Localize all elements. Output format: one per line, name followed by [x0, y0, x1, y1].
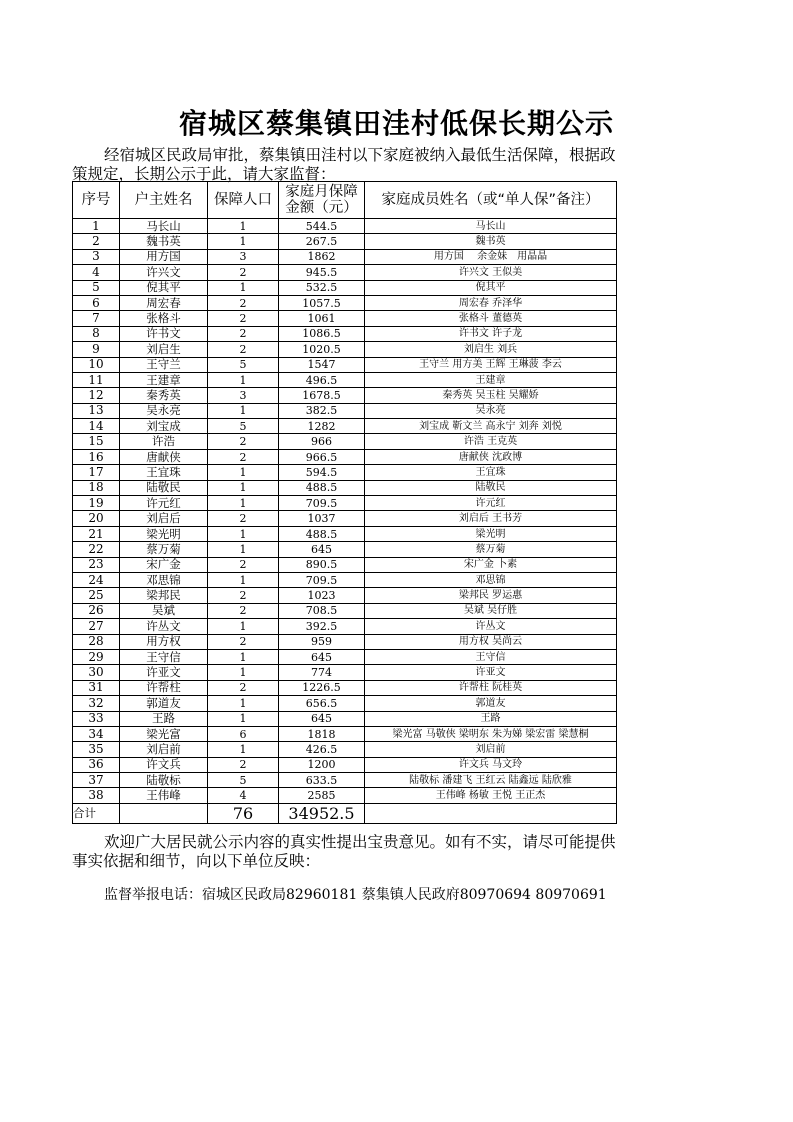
- householder-cell: 许浩: [120, 434, 208, 449]
- amount-cell: 488.5: [279, 526, 365, 541]
- table-row: [73, 388, 617, 403]
- amount-cell: 966: [279, 434, 365, 449]
- amount-cell: 1862: [279, 249, 365, 264]
- table-row: [73, 526, 617, 541]
- members-cell: 许文兵 马文玲: [365, 757, 617, 772]
- householder-cell: 张格斗: [120, 311, 208, 326]
- amount-cell: 594.5: [279, 465, 365, 480]
- householder-cell: 刘启前: [120, 742, 208, 757]
- table-row: [73, 419, 617, 434]
- amount-cell: 1037: [279, 511, 365, 526]
- amount-cell: 645: [279, 649, 365, 664]
- table-row: [73, 665, 617, 680]
- header-serial-no: 序号: [73, 182, 120, 219]
- total-amount: 34952.5: [279, 803, 365, 823]
- householder-cell: 梁光富: [120, 726, 208, 741]
- amount-cell: 633.5: [279, 773, 365, 788]
- householder-cell: 王路: [120, 711, 208, 726]
- members-cell: 刘启生 刘兵: [365, 342, 617, 357]
- serial-no-cell: 12: [73, 388, 120, 403]
- persons-cell: 1: [208, 542, 279, 557]
- table-row: [73, 511, 617, 526]
- amount-cell: 544.5: [279, 219, 365, 234]
- householder-cell: 梁光明: [120, 526, 208, 541]
- householder-cell: 倪其平: [120, 280, 208, 295]
- table-body: [73, 219, 617, 804]
- amount-cell: 1226.5: [279, 680, 365, 695]
- persons-cell: 1: [208, 696, 279, 711]
- persons-cell: 1: [208, 711, 279, 726]
- amount-cell: 1061: [279, 311, 365, 326]
- table-row: [73, 449, 617, 464]
- table-row: [73, 311, 617, 326]
- amount-cell: 1057.5: [279, 295, 365, 310]
- householder-cell: 许文兵: [120, 757, 208, 772]
- householder-cell: 王宜珠: [120, 465, 208, 480]
- householder-cell: 许丛文: [120, 619, 208, 634]
- members-cell: 许亚文: [365, 665, 617, 680]
- table-row: [73, 680, 617, 695]
- members-cell: 陆敬民: [365, 480, 617, 495]
- members-cell: 许兴文 王似美: [365, 265, 617, 280]
- members-cell: 唐献侠 沈政博: [365, 449, 617, 464]
- amount-cell: 532.5: [279, 280, 365, 295]
- amount-cell: 1818: [279, 726, 365, 741]
- members-cell: 王宜珠: [365, 465, 617, 480]
- amount-cell: 1020.5: [279, 342, 365, 357]
- serial-no-cell: 16: [73, 449, 120, 464]
- householder-cell: 吴斌: [120, 603, 208, 618]
- serial-no-cell: 28: [73, 634, 120, 649]
- table-row: [73, 219, 617, 234]
- persons-cell: 2: [208, 326, 279, 341]
- serial-no-cell: 27: [73, 619, 120, 634]
- persons-cell: 2: [208, 434, 279, 449]
- persons-cell: 2: [208, 557, 279, 572]
- members-cell: 王路: [365, 711, 617, 726]
- persons-cell: 4: [208, 788, 279, 803]
- members-cell: 邓思锦: [365, 572, 617, 587]
- serial-no-cell: 13: [73, 403, 120, 418]
- table-row: [73, 434, 617, 449]
- householder-cell: 唐献侠: [120, 449, 208, 464]
- amount-cell: 890.5: [279, 557, 365, 572]
- members-cell: 王建章: [365, 372, 617, 387]
- persons-cell: 1: [208, 480, 279, 495]
- total-name-cell: [120, 803, 208, 823]
- persons-cell: 1: [208, 526, 279, 541]
- table-row: [73, 588, 617, 603]
- members-cell: 吴永亮: [365, 403, 617, 418]
- members-cell: 魏书英: [365, 234, 617, 249]
- feedback-paragraph: 欢迎广大居民就公示内容的真实性提出宝贵意见。如有不实，请尽可能提供事实依据和细节，向以下单位反映：: [72, 833, 616, 870]
- serial-no-cell: 18: [73, 480, 120, 495]
- amount-cell: 2585: [279, 788, 365, 803]
- householder-cell: 刘宝成: [120, 419, 208, 434]
- header-persons: 保障人口: [208, 182, 279, 219]
- amount-cell: 966.5: [279, 449, 365, 464]
- amount-cell: 496.5: [279, 372, 365, 387]
- householder-cell: 陆敬标: [120, 773, 208, 788]
- amount-cell: 708.5: [279, 603, 365, 618]
- persons-cell: 1: [208, 234, 279, 249]
- table-row: [73, 342, 617, 357]
- members-cell: 周宏春 乔泽华: [365, 295, 617, 310]
- serial-no-cell: 32: [73, 696, 120, 711]
- total-members-cell: [365, 803, 617, 823]
- amount-cell: 488.5: [279, 480, 365, 495]
- serial-no-cell: 29: [73, 649, 120, 664]
- persons-cell: 2: [208, 449, 279, 464]
- serial-no-cell: 34: [73, 726, 120, 741]
- members-cell: 王伟峰 杨敏 王悦 王正杰: [365, 788, 617, 803]
- serial-no-cell: 37: [73, 773, 120, 788]
- members-cell: 刘宝成 靳文兰 高永宁 刘奔 刘悦: [365, 419, 617, 434]
- subsidy-roster-table: [72, 181, 617, 824]
- serial-no-cell: 35: [73, 742, 120, 757]
- persons-cell: 1: [208, 649, 279, 664]
- householder-cell: 宋广金: [120, 557, 208, 572]
- table-row: [73, 295, 617, 310]
- serial-no-cell: 23: [73, 557, 120, 572]
- document-title: 宿城区蔡集镇田洼村低保长期公示: [178, 107, 614, 140]
- members-cell: 王守兰 用方美 王辉 王琳菠 李云: [365, 357, 617, 372]
- persons-cell: 2: [208, 295, 279, 310]
- amount-cell: 709.5: [279, 496, 365, 511]
- members-cell: 梁邦民 罗运惠: [365, 588, 617, 603]
- members-cell: 许元红: [365, 496, 617, 511]
- householder-cell: 吴永亮: [120, 403, 208, 418]
- householder-cell: 王守兰: [120, 357, 208, 372]
- header-members: 家庭成员姓名（或“单人保”备注）: [365, 182, 617, 219]
- serial-no-cell: 15: [73, 434, 120, 449]
- members-cell: 刘启前: [365, 742, 617, 757]
- intro-paragraph: 经宿城区民政局审批，蔡集镇田洼村以下家庭被纳入最低生活保障，根据政策规定，长期公示于此，请大家监督：: [72, 146, 616, 183]
- amount-cell: 645: [279, 542, 365, 557]
- table-row: [73, 726, 617, 741]
- serial-no-cell: 1: [73, 219, 120, 234]
- serial-no-cell: 19: [73, 496, 120, 511]
- householder-cell: 许书文: [120, 326, 208, 341]
- serial-no-cell: 8: [73, 326, 120, 341]
- amount-cell: 1678.5: [279, 388, 365, 403]
- serial-no-cell: 30: [73, 665, 120, 680]
- persons-cell: 2: [208, 757, 279, 772]
- header-householder: 户主姓名: [120, 182, 208, 219]
- householder-cell: 王伟峰: [120, 788, 208, 803]
- members-cell: 梁光明: [365, 526, 617, 541]
- serial-no-cell: 17: [73, 465, 120, 480]
- householder-cell: 秦秀英: [120, 388, 208, 403]
- serial-no-cell: 2: [73, 234, 120, 249]
- serial-no-cell: 33: [73, 711, 120, 726]
- amount-cell: 945.5: [279, 265, 365, 280]
- header-monthly-amount: 家庭月保障金额（元）: [279, 182, 365, 219]
- amount-cell: 1282: [279, 419, 365, 434]
- header-row: [73, 182, 617, 219]
- serial-no-cell: 20: [73, 511, 120, 526]
- householder-cell: 陆敬民: [120, 480, 208, 495]
- serial-no-cell: 31: [73, 680, 120, 695]
- amount-cell: 656.5: [279, 696, 365, 711]
- members-cell: 用方权 吴尚云: [365, 634, 617, 649]
- amount-cell: 959: [279, 634, 365, 649]
- members-cell: 张格斗 董德英: [365, 311, 617, 326]
- persons-cell: 1: [208, 742, 279, 757]
- householder-cell: 许元红: [120, 496, 208, 511]
- householder-cell: 用方权: [120, 634, 208, 649]
- amount-cell: 392.5: [279, 619, 365, 634]
- members-cell: 马长山: [365, 219, 617, 234]
- persons-cell: 3: [208, 388, 279, 403]
- amount-cell: 1547: [279, 357, 365, 372]
- householder-cell: 许帮柱: [120, 680, 208, 695]
- serial-no-cell: 6: [73, 295, 120, 310]
- householder-cell: 魏书英: [120, 234, 208, 249]
- persons-cell: 2: [208, 603, 279, 618]
- table-row: [73, 788, 617, 803]
- table-row: [73, 249, 617, 264]
- members-cell: 许书文 许子龙: [365, 326, 617, 341]
- hotline-line: 监督举报电话：宿城区民政局82960181 蔡集镇人民政府80970694 80970691: [104, 887, 607, 903]
- householder-cell: 王建章: [120, 372, 208, 387]
- members-cell: 陆敬标 潘建飞 王红云 陆鑫远 陆欣雅: [365, 773, 617, 788]
- persons-cell: 1: [208, 280, 279, 295]
- members-cell: 郭道友: [365, 696, 617, 711]
- table-row: [73, 603, 617, 618]
- members-cell: 蔡万菊: [365, 542, 617, 557]
- householder-cell: 用方国: [120, 249, 208, 264]
- serial-no-cell: 3: [73, 249, 120, 264]
- persons-cell: 3: [208, 249, 279, 264]
- members-cell: 吴斌 吴仔胜: [365, 603, 617, 618]
- members-cell: 梁光富 马敬侠 梁明东 朱为娣 梁宏雷 梁慧桐: [365, 726, 617, 741]
- serial-no-cell: 25: [73, 588, 120, 603]
- persons-cell: 1: [208, 219, 279, 234]
- table-row: [73, 634, 617, 649]
- members-cell: 秦秀英 吴玉柱 吴耀娇: [365, 388, 617, 403]
- table-row: [73, 711, 617, 726]
- amount-cell: 1023: [279, 588, 365, 603]
- serial-no-cell: 10: [73, 357, 120, 372]
- serial-no-cell: 24: [73, 572, 120, 587]
- householder-cell: 蔡万菊: [120, 542, 208, 557]
- householder-cell: 刘启后: [120, 511, 208, 526]
- persons-cell: 2: [208, 680, 279, 695]
- amount-cell: 1200: [279, 757, 365, 772]
- serial-no-cell: 22: [73, 542, 120, 557]
- persons-cell: 1: [208, 465, 279, 480]
- table-row: [73, 480, 617, 495]
- persons-cell: 5: [208, 773, 279, 788]
- persons-cell: 2: [208, 342, 279, 357]
- householder-cell: 周宏春: [120, 295, 208, 310]
- table-row: [73, 742, 617, 757]
- total-label: 合计: [73, 803, 120, 823]
- serial-no-cell: 38: [73, 788, 120, 803]
- table-header: [73, 182, 617, 219]
- persons-cell: 1: [208, 665, 279, 680]
- persons-cell: 2: [208, 588, 279, 603]
- persons-cell: 1: [208, 619, 279, 634]
- serial-no-cell: 21: [73, 526, 120, 541]
- serial-no-cell: 36: [73, 757, 120, 772]
- serial-no-cell: 5: [73, 280, 120, 295]
- table-row: [73, 696, 617, 711]
- persons-cell: 1: [208, 403, 279, 418]
- amount-cell: 645: [279, 711, 365, 726]
- table-row: [73, 757, 617, 772]
- members-cell: 宋广金 卜素: [365, 557, 617, 572]
- table-row: [73, 542, 617, 557]
- serial-no-cell: 4: [73, 265, 120, 280]
- persons-cell: 2: [208, 634, 279, 649]
- persons-cell: 2: [208, 511, 279, 526]
- table-row: [73, 265, 617, 280]
- members-cell: 许浩 王克英: [365, 434, 617, 449]
- householder-cell: 王守信: [120, 649, 208, 664]
- householder-cell: 邓思锦: [120, 572, 208, 587]
- serial-no-cell: 26: [73, 603, 120, 618]
- table-row: [73, 465, 617, 480]
- table-row: [73, 557, 617, 572]
- table-footer: [73, 803, 617, 823]
- persons-cell: 2: [208, 265, 279, 280]
- amount-cell: 267.5: [279, 234, 365, 249]
- householder-cell: 许亚文: [120, 665, 208, 680]
- members-cell: 刘启后 王书芳: [365, 511, 617, 526]
- serial-no-cell: 9: [73, 342, 120, 357]
- table-row: [73, 326, 617, 341]
- table-row: [73, 572, 617, 587]
- persons-cell: 1: [208, 496, 279, 511]
- serial-no-cell: 14: [73, 419, 120, 434]
- householder-cell: 许兴文: [120, 265, 208, 280]
- table-row: [73, 496, 617, 511]
- persons-cell: 6: [208, 726, 279, 741]
- members-cell: 用方国 余金妹 用晶晶: [365, 249, 617, 264]
- table-row: [73, 773, 617, 788]
- persons-cell: 5: [208, 419, 279, 434]
- householder-cell: 梁邦民: [120, 588, 208, 603]
- serial-no-cell: 11: [73, 372, 120, 387]
- serial-no-cell: 7: [73, 311, 120, 326]
- amount-cell: 774: [279, 665, 365, 680]
- amount-cell: 1086.5: [279, 326, 365, 341]
- members-cell: 许丛文: [365, 619, 617, 634]
- table-row: [73, 649, 617, 664]
- householder-cell: 马长山: [120, 219, 208, 234]
- persons-cell: 1: [208, 572, 279, 587]
- persons-cell: 5: [208, 357, 279, 372]
- table-row: [73, 619, 617, 634]
- householder-cell: 刘启生: [120, 342, 208, 357]
- table-row: [73, 403, 617, 418]
- members-cell: 王守信: [365, 649, 617, 664]
- persons-cell: 1: [208, 372, 279, 387]
- members-cell: 倪其平: [365, 280, 617, 295]
- total-row: [73, 803, 617, 823]
- table-row: [73, 280, 617, 295]
- table-row: [73, 357, 617, 372]
- amount-cell: 382.5: [279, 403, 365, 418]
- householder-cell: 郭道友: [120, 696, 208, 711]
- table-row: [73, 372, 617, 387]
- total-persons: 76: [208, 803, 279, 823]
- persons-cell: 2: [208, 311, 279, 326]
- table-row: [73, 234, 617, 249]
- amount-cell: 426.5: [279, 742, 365, 757]
- members-cell: 许帮柱 阮桂英: [365, 680, 617, 695]
- amount-cell: 709.5: [279, 572, 365, 587]
